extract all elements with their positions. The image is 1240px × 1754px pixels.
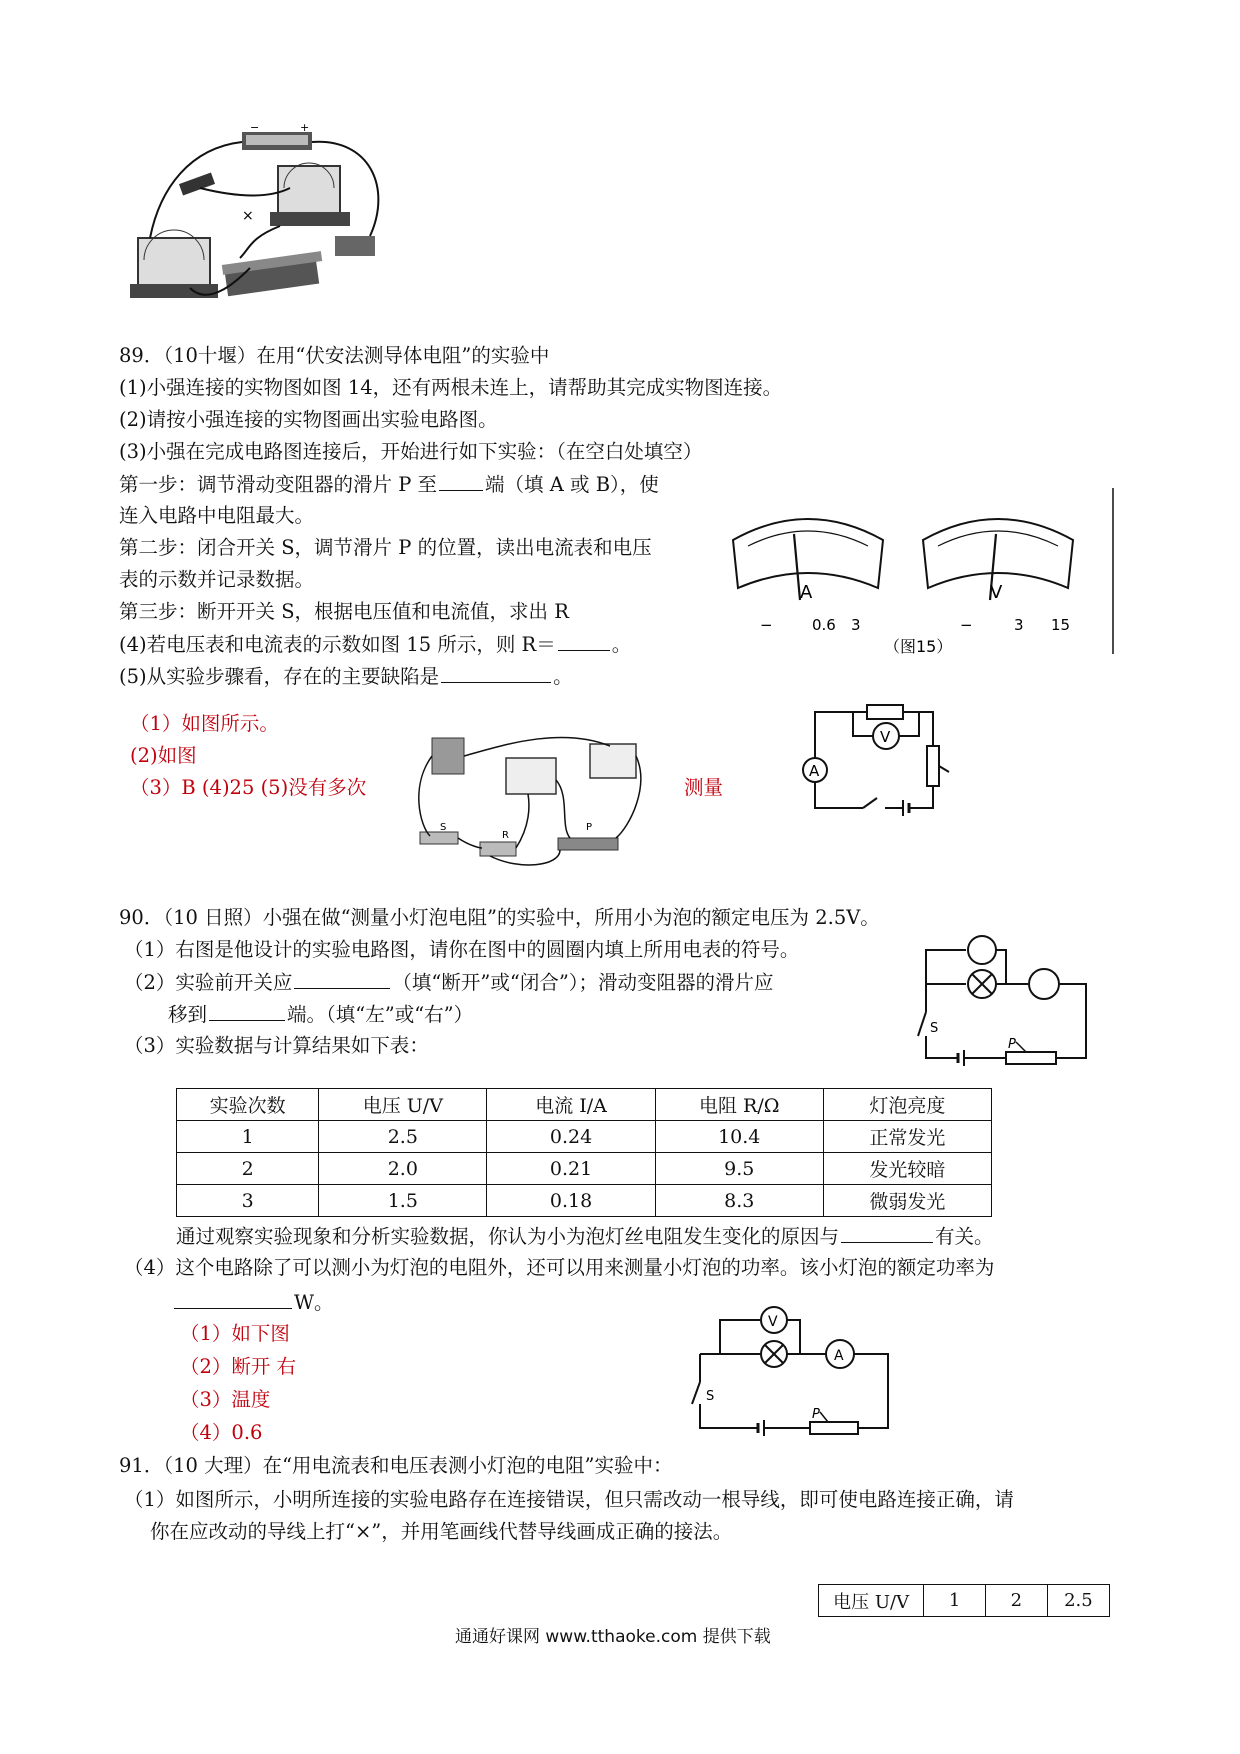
q90-data-table <box>176 1088 992 1217</box>
resistor-symbol <box>867 705 903 719</box>
q91-part1a: （1）如图所示，小明所连接的实验电路存在连接错误，但只需改动一根导线，即可使电路连接正确，请 <box>124 1488 1014 1511</box>
blank-reason[interactable] <box>841 1220 933 1243</box>
blank-switch-state[interactable] <box>294 966 390 989</box>
q90-part2-pre: （2）实验前开关应 <box>124 971 293 994</box>
table-row <box>177 1121 992 1153</box>
ammeter-dial <box>733 519 883 588</box>
q90-part2b-post: 端。（填“左”或“右”） <box>287 1003 474 1026</box>
voltmeter-terminal-15: 15 <box>1051 616 1071 634</box>
table-header-cell: 灯泡亮度 <box>823 1089 991 1121</box>
circuit-voltmeter-label: V <box>880 728 891 746</box>
q90-part2-post: （填“断开”或“闭合”）；滑动变阻器的滑片应 <box>392 971 774 994</box>
q89-part4-pre: (4)若电压表和电流表的示数如图 15 所示，则 R＝ <box>119 633 556 656</box>
q90-observation-post: 有关。 <box>935 1225 994 1248</box>
q90-part2b <box>168 998 473 1031</box>
answer-switch-label: S <box>706 1389 715 1404</box>
q90-switch-label: S <box>930 1021 939 1036</box>
meter-circle-right <box>1029 969 1059 999</box>
q90-part4-unit: W。 <box>294 1291 334 1314</box>
q90-answer-1: （1）如下图 <box>180 1322 290 1345</box>
q89-step2b: 表的示数并记录数据。 <box>119 568 315 591</box>
circuit-ammeter-label: A <box>809 762 820 780</box>
ammeter-terminal-3: 3 <box>851 616 861 634</box>
q89-part5-post: 。 <box>553 665 573 688</box>
table-header-cell: 电阻 R/Ω <box>655 1089 823 1121</box>
q90-slider-label: P <box>1008 1037 1016 1052</box>
rheostat-symbol <box>927 746 939 786</box>
blank-slider-side[interactable] <box>209 998 285 1021</box>
q91-part1b: 你在应改动的导线上打“×”，并用笔画线代替导线画成正确的接法。 <box>150 1520 733 1543</box>
q89-step1-post: 端（填 A 或 B），使 <box>485 473 659 496</box>
table-cell: 0.24 <box>487 1121 655 1153</box>
table-cell: 2 <box>986 1585 1048 1617</box>
q90-circuit-diagram <box>888 932 1110 1072</box>
q89-part2: (2)请按小强连接的实物图画出实验电路图。 <box>119 408 498 431</box>
figure-15-meters <box>728 488 1114 654</box>
q90-answer-circuit <box>690 1298 900 1440</box>
q89-title: 89．（10十堰）在用“伏安法测导体电阻”的实验中 <box>119 344 550 367</box>
q90-observation <box>176 1220 994 1253</box>
table-cell: 9.5 <box>655 1153 823 1185</box>
figure-15-caption: （图15） <box>884 637 953 656</box>
svg-text:−: − <box>250 121 260 134</box>
table-header-cell: 电流 I/A <box>487 1089 655 1121</box>
table-header-cell: 电压 U/V <box>819 1585 924 1617</box>
ammeter-terminal-06: 0.6 <box>812 616 836 634</box>
q89-step1b: 连入电路中电阻最大。 <box>119 504 315 527</box>
q90-part3: （3）实验数据与计算结果如下表： <box>124 1034 429 1057</box>
table-cell: 8.3 <box>655 1185 823 1217</box>
blank-slider-end[interactable] <box>439 468 483 491</box>
figure-14-apparatus <box>130 121 430 323</box>
table-cell: 0.21 <box>487 1153 655 1185</box>
svg-text:R: R <box>502 830 509 841</box>
table-cell: 3 <box>177 1185 319 1217</box>
voltmeter-dial <box>923 519 1073 588</box>
blank-resistance[interactable] <box>558 628 610 651</box>
svg-text:P: P <box>586 822 593 833</box>
q89-part1: (1)小强连接的实物图如图 14，还有两根未连上，请帮助其完成实物图连接。 <box>119 376 783 399</box>
voltmeter-terminal-3: 3 <box>1014 616 1024 634</box>
table-cell: 微弱发光 <box>823 1185 991 1217</box>
blank-power[interactable] <box>174 1286 292 1309</box>
ammeter-letter: A <box>800 582 813 603</box>
q90-observation-pre: 通过观察实验现象和分析实验数据，你认为小为泡灯丝电阻发生变化的原因与 <box>176 1225 840 1248</box>
q90-answer-2: （2）断开 右 <box>180 1355 297 1378</box>
q90-part2 <box>124 966 774 999</box>
page-footer: 通通好课网 www.tthaoke.com 提供下载 <box>455 1627 771 1647</box>
table-row <box>177 1185 992 1217</box>
table-cell: 2.5 <box>1047 1585 1109 1617</box>
voltmeter-terminal-neg: − <box>960 616 973 634</box>
q90-title: 90．（10 日照）小强在做“测量小灯泡电阻”的实验中，所用小为泡的额定电压为 2.5V。 <box>119 906 880 929</box>
table-cell: 10.4 <box>655 1121 823 1153</box>
q89-step3: 第三步：断开开关 S，根据电压值和电流值，求出 R <box>119 600 569 623</box>
table-cell: 正常发光 <box>823 1121 991 1153</box>
switch-symbol <box>863 798 877 808</box>
answer-ammeter-label: A <box>834 1348 844 1364</box>
q89-answer-3: （3）B (4)25 (5)没有多次 <box>130 776 367 799</box>
q89-part3: (3)小强在完成电路图连接后，开始进行如下实验：（在空白处填空） <box>119 440 703 463</box>
q89-part4 <box>119 628 631 661</box>
q90-part2b-pre: 移到 <box>168 1003 208 1026</box>
table-row <box>819 1585 1110 1617</box>
table-cell: 1 <box>177 1121 319 1153</box>
table-cell: 2.5 <box>319 1121 487 1153</box>
answer-voltmeter-label: V <box>768 1314 778 1330</box>
rheostat-symbol <box>1006 1052 1056 1064</box>
q89-answer-2: (2)如图 <box>130 744 197 767</box>
q90-answer-3: （3）温度 <box>180 1388 271 1411</box>
table-header-cell: 实验次数 <box>177 1089 319 1121</box>
table-cell: 0.18 <box>487 1185 655 1217</box>
q91-title: 91．（10 大理）在“用电流表和电压表测小灯泡的电阻”实验中： <box>119 1454 673 1477</box>
svg-text:×: × <box>242 208 254 224</box>
q90-part4-answer-line <box>172 1286 334 1319</box>
svg-text:+: + <box>300 121 310 134</box>
answer-switch-symbol <box>692 1382 700 1404</box>
q90-answer-4: （4）0.6 <box>180 1421 263 1444</box>
table-header-cell: 电压 U/V <box>319 1089 487 1121</box>
q89-answer-1: （1）如图所示。 <box>130 712 279 735</box>
q90-part1: （1）右图是他设计的实验电路图，请你在图中的圆圈内填上所用电表的符号。 <box>124 938 800 961</box>
answer-circuit-q89 <box>785 700 985 820</box>
switch-symbol <box>918 1012 926 1036</box>
q89-part4-post: 。 <box>611 633 632 656</box>
q89-part5 <box>119 660 573 693</box>
table-cell: 2 <box>177 1153 319 1185</box>
answer-slider-label: P <box>812 1407 820 1422</box>
table-cell: 发光较暗 <box>823 1153 991 1185</box>
q89-step1 <box>119 468 659 501</box>
q91-voltage-table <box>818 1584 1110 1617</box>
table-header-row <box>177 1089 992 1121</box>
q89-step1-pre: 第一步：调节滑动变阻器的滑片 P 至 <box>119 473 438 496</box>
answer-rheostat-symbol <box>810 1422 858 1434</box>
table-cell: 1 <box>924 1585 986 1617</box>
answer-apparatus-drawing <box>410 726 650 872</box>
table-cell: 1.5 <box>319 1185 487 1217</box>
q89-part5-pre: (5)从实验步骤看，存在的主要缺陷是 <box>119 665 440 688</box>
table-row <box>177 1153 992 1185</box>
q89-answer-3-tail: 测量 <box>684 776 724 799</box>
ammeter-terminal-neg: − <box>760 616 773 634</box>
voltmeter-letter: V <box>990 582 1003 603</box>
blank-defect[interactable] <box>441 660 551 683</box>
svg-text:S: S <box>440 822 447 833</box>
table-cell: 2.0 <box>319 1153 487 1185</box>
meter-circle-top <box>968 936 996 964</box>
q89-step2a: 第二步：闭合开关 S，调节滑片 P 的位置，读出电流表和电压 <box>119 536 652 559</box>
q90-part4: （4）这个电路除了可以测小为灯泡的电阻外，还可以用来测量小灯泡的功率。该小灯泡的额定功率为 <box>124 1256 995 1279</box>
